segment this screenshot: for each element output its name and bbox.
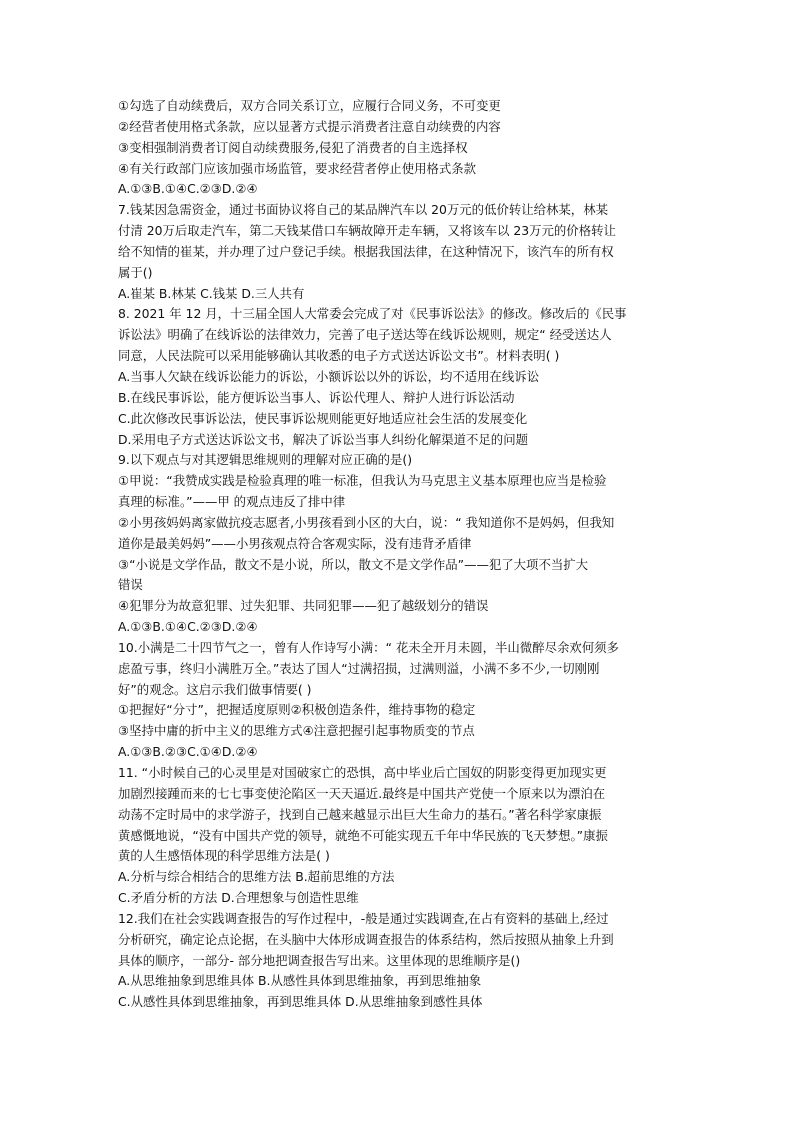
text-line: 道你是最美妈妈”——小男孩观点符合客观实际，没有违背矛盾律 <box>118 535 472 551</box>
text-line: A.①③B.②③C.①④D.②④ <box>118 744 258 760</box>
text-line: 诉讼法》明确了在线诉讼的法律效力，完善了电子送达等在线诉讼规则，规定“ 经受送达人 <box>118 327 612 343</box>
text-line: 属于() <box>118 264 153 280</box>
text-line: ③“小说是文学作品，散文不是小说，所以，散文不是文学作品”——犯了大项不当扩大 <box>118 556 589 572</box>
text-line: 黄的人生感悟体现的科学思维方法是( ) <box>118 848 330 864</box>
text-line: 同意，人民法院可以采用能够确认其收悉的电子方式送达诉讼文书”。材料表明( ) <box>118 348 560 364</box>
text-line: 给不知情的崔某，并办理了过户登记手续。根据我国法律，在这种情况下，该汽车的所有权 <box>118 243 614 259</box>
text-line: 具体的顺序，一部分- 部分地把调查报告写出来。这里体现的思维顺序是() <box>118 952 521 968</box>
text-line: 8. 2021 年 12 月，十三届全国人大常委会完成了对《民事诉讼法》的修改。修改后的《民事 <box>118 306 627 322</box>
text-line: ②经营者使用格式条款，应以显著方式提示消费者注意自动续费的内容 <box>118 118 501 134</box>
text-line: D.采用电子方式送达诉讼文书，解决了诉讼当事人纠纷化解渠道不足的问题 <box>118 431 528 447</box>
text-line: 分析研究，确定论点论据，在头脑中大体形成调查报告的体系结构，然后按照从抽象上升到 <box>118 931 614 947</box>
text-line: A.当事人欠缺在线诉讼能力的诉讼，小额诉讼以外的诉讼，均不适用在线诉讼 <box>118 368 540 384</box>
text-line: 10.小满是二十四节气之一，曾有人作诗写小满：“ 花未全开月未圆，半山微醉尽余欢何须多 <box>118 639 619 655</box>
text-line: C.此次修改民事诉讼法，使民事诉讼规则能更好地适应社会生活的发展变化 <box>118 410 528 426</box>
text-line: A.崔某 B.林某 C.钱某 D.三人共有 <box>118 285 305 301</box>
text-line: C.从感性具体到思维抽象，再到思维具体 D.从思维抽象到感性具体 <box>118 994 483 1010</box>
text-line: 动荡不定时局中的求学游子，找到自己越来越显示出巨大生命力的基石。”著名科学家康振 <box>118 806 602 822</box>
text-line: B.在线民事诉讼，能方便诉讼当事人、诉讼代理人、辩护人进行诉讼活动 <box>118 389 515 405</box>
text-line: ④有关行政部门应该加强市场监管，要求经营者停止使用格式条款 <box>118 160 477 176</box>
text-line: 虑盈亏事，终归小满胜万全。”表达了国人“过满招损，过满则溢，小满不多不少,一切刚刚 <box>118 660 600 676</box>
text-line: A.①③B.①④C.②③D.②④ <box>118 619 258 635</box>
text-line: ①把握好“分寸”，把握适度原则②积极创造条件，维持事物的稳定 <box>118 702 476 718</box>
text-line: ①勾选了自动续费后，双方合同关系订立，应履行合同义务，不可变更 <box>118 98 501 113</box>
text-line: C.矛盾分析的方法 D.合理想象与创造性思维 <box>118 890 359 906</box>
text-line: ③坚持中庸的折中主义的思维方式④注意把握引起事物质变的节点 <box>118 723 475 739</box>
text-line: A.①③B.①④C.②③D.②④ <box>118 181 258 197</box>
text-line: A.从思维抽象到思维具体 B.从感性具体到思维抽象，再到思维抽象 <box>118 973 482 989</box>
text-line: 9.以下观点与对其逻辑思维规则的理解对应正确的是() <box>118 452 413 468</box>
text-line: 付清 20万后取走汽车，第二天钱某借口车辆故障开走车辆，又将该车以 23万元的价格转让 <box>118 223 616 239</box>
text-line: 真理的标准。”——甲 的观点违反了排中律 <box>118 494 346 510</box>
text-line: 11. “小时候自己的心灵里是对国破家亡的恐惧，高中毕业后亡国奴的阴影变得更加现实更 <box>118 765 607 780</box>
text-line: 加剧烈接踵而来的七七事变使沦陷区一天天逼近.最终是中国共产党使一个原来以为漂泊在 <box>118 785 606 801</box>
text-line: ③变相强制消费者订阅自动续费服务,侵犯了消费者的自主选择权 <box>118 139 468 155</box>
text-line: 黄感慨地说，“没有中国共产党的领导，就绝不可能实现五千年中华民族的飞天梦想。”康振 <box>118 827 608 843</box>
text-line: 7.钱某因急需资金，通过书面协议将自己的某品牌汽车以 20万元的低价转让给林某，林某 <box>118 202 608 218</box>
exam-page <box>118 96 678 1013</box>
text-line: 12.我们在社会实践调查报告的写作过程中，-般是通过实践调查,在占有资料的基础上,经过 <box>118 910 609 926</box>
text-line: ④犯罪分为故意犯罪、过失犯罪、共同犯罪——犯了越级划分的错误 <box>118 598 489 614</box>
text-line: ②小男孩妈妈离家做抗疫志愿者,小男孩看到小区的大白，说：“ 我知道你不是妈妈，但我知 <box>118 514 615 530</box>
text-line: ①甲说：“我赞成实践是检验真理的唯一标准，但我认为马克思主义基本原理也应当是检验 <box>118 473 607 489</box>
text-line: A.分析与综合相结合的思维方法 B.超前思维的方法 <box>118 869 395 885</box>
text-line: 好”的观念。这启示我们做事情要( ) <box>118 681 312 697</box>
text-line: 错误 <box>118 577 143 593</box>
